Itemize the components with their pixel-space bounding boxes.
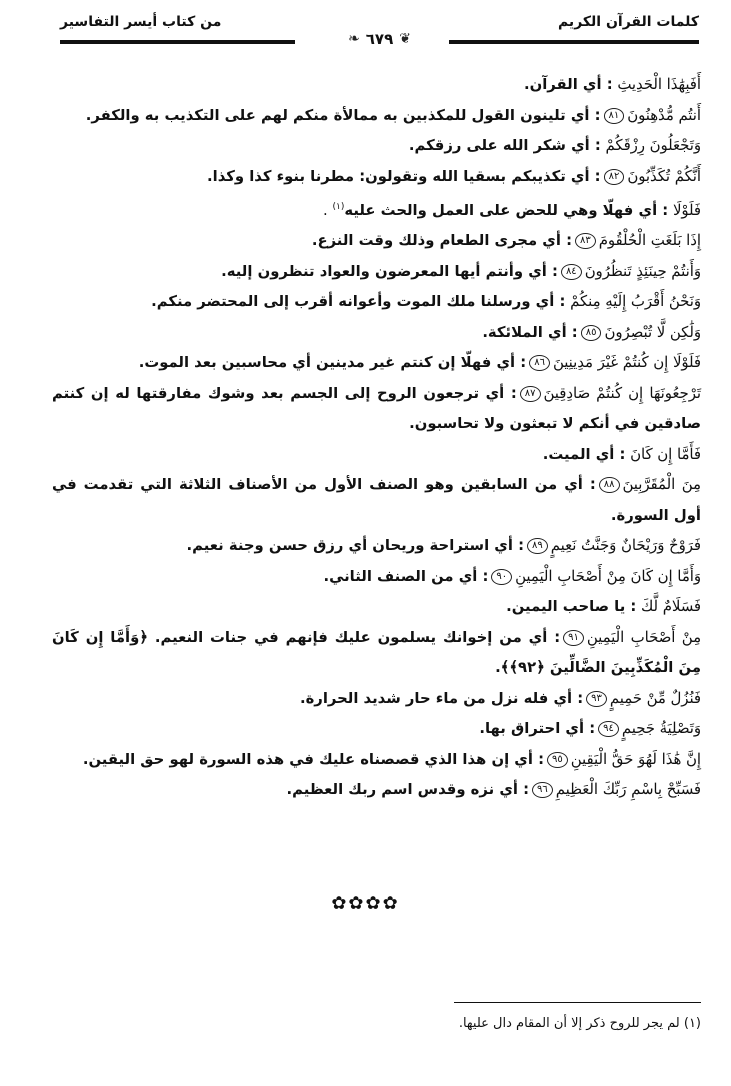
entry-19 [52, 745, 701, 776]
quran-term: أَفَبِهَٰذَا الْحَدِيثِ [617, 76, 701, 93]
quran-term: فَنُزُلٌ مِّنْ حَمِيمٍ [609, 689, 701, 707]
entry-8 [52, 318, 701, 349]
verse-number: ٨١ [604, 108, 625, 124]
verse-number: ٩٣ [586, 691, 607, 707]
section-separator-icon: ✿✿✿✿ [331, 893, 400, 914]
explanation: : أي القرآن. [523, 76, 613, 93]
explanation: : أي نزه وقدس اسم ربك العظيم. [286, 781, 530, 799]
verse-number: ٨٩ [527, 538, 548, 554]
explanation: : أي احتراق بها. [479, 720, 596, 738]
entry-10 [52, 379, 701, 440]
explanation: : أي فهلّا إن كنتم غير مدينين أي محاسبين بعد الموت. [138, 354, 527, 372]
verse-number: ٨٥ [581, 325, 602, 341]
explanation: : أي من إخوانك يسلمون عليك فإنهم في جنات النعيم. ﴿وَأَمَّا إِن كَانَ مِنَ الْمُكَذِّبِينَ الضَّالِّينَ ﴿٩٢﴾﴾. [52, 628, 701, 677]
quran-term: فَسَلَامٌ لَّكَ [641, 598, 701, 616]
explanation: : أي من السابقين وهو الصنف الأول من الأصناف الثلاثة التي تقدمت في أول السورة. [52, 476, 701, 524]
quran-term: مِنْ أَصْحَابِ الْيَمِينِ [586, 628, 701, 646]
quran-term: فَأَمَّا إِن كَانَ [630, 445, 701, 463]
quran-term: فَسَبِّحْ بِاسْمِ رَبِّكَ الْعَظِيمِ [555, 781, 701, 799]
entry-18 [52, 714, 701, 745]
verse-number: ٨٣ [575, 233, 596, 249]
explanation: : أي شكر الله على رزقكم. [408, 137, 601, 154]
page-number: ٦٧٩ [365, 30, 394, 48]
header-rule-left [60, 40, 295, 44]
verse-number: ٩١ [563, 630, 584, 646]
entry-13 [52, 531, 701, 562]
entry-15 [52, 592, 701, 623]
footnote-rule [454, 1002, 701, 1003]
verse-number: ٨٧ [520, 386, 541, 402]
verse-number: ٨٨ [599, 477, 620, 493]
quran-term: إِذَا بَلَغَتِ الْحُلْقُومَ [598, 232, 701, 250]
ornament-icon: ❧ [348, 31, 360, 47]
entry-1 [52, 101, 701, 132]
entry-20 [52, 775, 701, 806]
verse-number: ٨٢ [604, 169, 625, 185]
explanation: : أي الميت. [542, 445, 626, 463]
verse-number: ٨٤ [561, 264, 582, 280]
entry-0 [52, 70, 701, 101]
entry-17 [52, 684, 701, 715]
quran-term: أَنَّكُمْ تُكَذِّبُونَ [627, 167, 701, 185]
entry-5 [52, 226, 701, 257]
quran-term: تَرْجِعُونَهَا إِن كُنتُمْ صَادِقِينَ [543, 384, 701, 402]
quran-term: فَلَوْلَا [672, 201, 701, 219]
page-number-block [348, 30, 411, 48]
quran-term: مِنَ الْمُقَرَّبِينَ [622, 476, 701, 494]
header-book-name: من كتاب أيسر التفاسير [60, 14, 222, 30]
explanation: : أي ترجعون الروح إلى الجسم بعد وشوك مفارقتها له إن كنتم صادقين في أنكم لا تبعثون ولا تحاسبون. [52, 384, 701, 433]
explanation: : أي استراحة وريحان أي رزق حسن وجنة نعيم. [186, 537, 524, 555]
verse-number: ٩٤ [598, 721, 619, 737]
explanation: : أي إن هذا الذي قصصناه عليك في هذه السورة لهو حق اليقين. [82, 750, 545, 768]
footnote: (١) لم يجر للروح ذكر إلا أن المقام دال عليها. [458, 1016, 701, 1031]
quran-term: وَأَنتُمْ حِينَئِذٍ تَنظُرُونَ [584, 262, 701, 280]
explanation: : أي تلينون القول للمكذبين به ممالأة منكم لهم على التكذيب به والكفر. [85, 106, 601, 124]
entry-6 [52, 257, 701, 288]
quran-term: وَنَحْنُ أَقْرَبُ إِلَيْهِ مِنكُمْ [570, 293, 701, 311]
quran-term: فَرَوْحٌ وَرَيْحَانٌ وَجَنَّتُ نَعِيمٍ [550, 537, 701, 555]
page-header [60, 10, 699, 50]
footnote-ref: (١) [332, 202, 345, 212]
verse-number: ٨٦ [529, 355, 550, 371]
quran-term: وَلَٰكِن لَّا تُبْصِرُونَ [604, 323, 701, 341]
explanation: : أي فهلّا وهي للحض على العمل والحث عليه [344, 201, 669, 219]
explanation: : أي فله نزل من ماء حار شديد الحرارة. [299, 689, 584, 707]
entry-16 [52, 623, 701, 684]
explanation: : يا صاحب اليمين. [506, 598, 637, 616]
quran-term: وَتَصْلِيَةُ جَحِيمٍ [621, 720, 701, 738]
entry-4: فَلَوْلَا : أي فهلّا وهي للحض على العمل والحث عليه$^{(١)}$ . [323, 201, 701, 219]
explanation: : أي وأنتم أيها المعرضون والعواد تنظرون إليه. [221, 262, 558, 280]
entry-12 [52, 470, 701, 531]
ornament-icon: ❦ [399, 31, 411, 47]
explanation: : أي من الصنف الثاني. [323, 567, 489, 585]
entry-11 [52, 440, 701, 471]
explanation: : أي ورسلنا ملك الموت وأعوانه أقرب إلى المحتضر منكم. [151, 293, 566, 311]
explanation: : أي تكذيبكم بسقيا الله وتقولون: مطرنا بنوء كذا وكذا. [207, 167, 601, 185]
verse-number: ٩٥ [547, 752, 568, 768]
quran-term: أَنتُم مُّدْهِنُونَ [627, 106, 701, 124]
header-title: كلمات القرآن الكريم [557, 14, 699, 30]
quran-term: إِنَّ هَٰذَا لَهُوَ حَقُّ الْيَقِينِ [570, 750, 701, 768]
entry-7 [52, 287, 701, 318]
quran-term: وَتَجْعَلُونَ رِزْقَكُمْ [605, 137, 701, 154]
quran-term: فَلَوْلَا إِن كُنتُمْ غَيْرَ مَدِينِينَ [552, 354, 701, 372]
entry-9 [52, 348, 701, 379]
glossary-content [52, 70, 701, 806]
header-rule-right [449, 40, 699, 44]
entry-3 [52, 162, 701, 193]
verse-number: ٩٠ [491, 569, 512, 585]
explanation: : أي مجرى الطعام وذلك وقت النزع. [311, 232, 572, 250]
quran-term: وَأَمَّا إِن كَانَ مِنْ أَصْحَابِ الْيَمِينِ [515, 567, 701, 585]
entry-14 [52, 562, 701, 593]
verse-number: ٩٦ [532, 782, 553, 798]
entry-2 [52, 131, 701, 162]
explanation: : أي الملائكة. [482, 323, 578, 341]
